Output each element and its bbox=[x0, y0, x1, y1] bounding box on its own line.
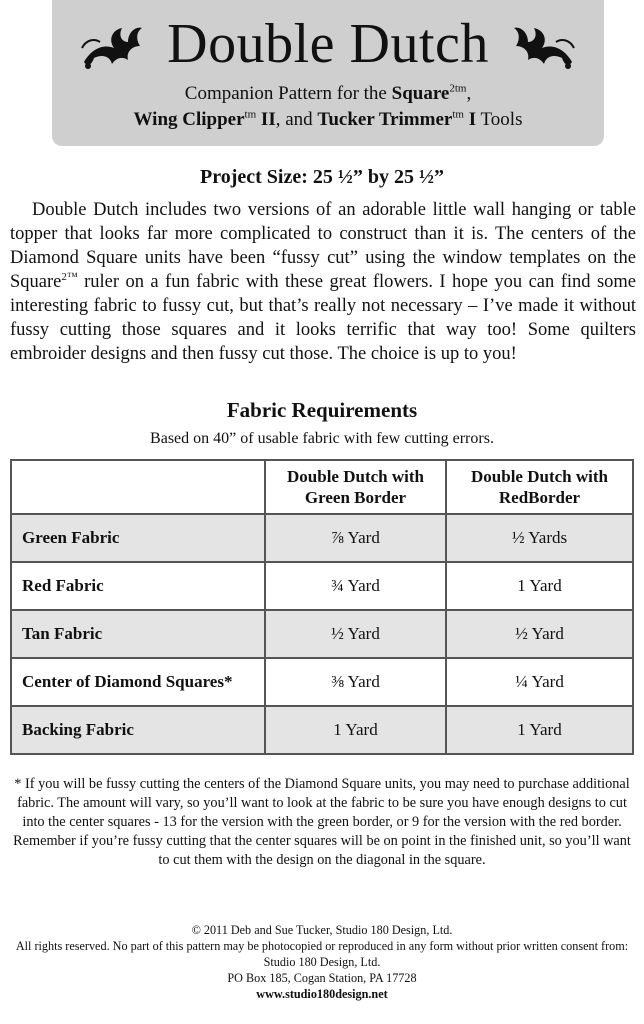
project-size: Project Size: 25 ½” by 25 ½” bbox=[199, 166, 445, 188]
table-row bbox=[11, 610, 633, 658]
rights-notice: All rights reserved. No part of this pattern may be photocopied or reproduced in any form without prior written consent from: bbox=[15, 939, 629, 953]
subtitle-joiner: , and bbox=[275, 109, 318, 130]
table-header-empty bbox=[11, 460, 265, 514]
subtitle-line-2 bbox=[52, 108, 604, 132]
fabric-requirements-table bbox=[10, 459, 634, 755]
header-red-line-2: RedBorder bbox=[498, 488, 581, 507]
red-border-value: ¼ Yard bbox=[446, 658, 633, 706]
table-header-row bbox=[11, 460, 633, 514]
row-label: Red Fabric bbox=[11, 562, 265, 610]
title-banner bbox=[52, 0, 604, 146]
green-border-value: ½ Yard bbox=[265, 610, 446, 658]
table-header-green-border bbox=[265, 460, 446, 514]
table-row bbox=[11, 658, 633, 706]
row-label: Green Fabric bbox=[11, 514, 265, 562]
copyright-line: © 2011 Deb and Sue Tucker, Studio 180 Design, Ltd. bbox=[191, 923, 453, 937]
green-border-value: 1 Yard bbox=[265, 706, 446, 754]
website-link[interactable]: www.studio180design.net bbox=[256, 987, 388, 1001]
tool-tucker-trimmer-mark: tm bbox=[452, 108, 464, 121]
green-border-value: ⅞ Yard bbox=[265, 514, 446, 562]
table-row bbox=[11, 562, 633, 610]
table-row bbox=[11, 514, 633, 562]
header-green-line-1: Double Dutch with bbox=[287, 467, 424, 486]
tool-square: Square bbox=[391, 83, 450, 104]
company-address: PO Box 185, Cogan Station, PA 17728 bbox=[227, 971, 417, 985]
header-green-line-2: Green Border bbox=[304, 488, 407, 507]
green-border-value: ¾ Yard bbox=[265, 562, 446, 610]
intro-trademark: 2™ bbox=[61, 270, 78, 283]
header-red-line-1: Double Dutch with bbox=[471, 467, 608, 486]
row-label: Tan Fabric bbox=[11, 610, 265, 658]
tool-wing-clipper: Wing Clipper bbox=[133, 109, 245, 130]
table-row bbox=[11, 706, 633, 754]
intro-text-1: Double Dutch includes two versions of an adorable little wall hanging or table topper that looks far more complicated to construct than it is. The centers of the Diamond Square units have been “fussy cut” using the window templates on the Square bbox=[10, 200, 636, 292]
row-label: Center of Diamond Squares* bbox=[11, 658, 265, 706]
subtitle-prefix: Companion Pattern for the bbox=[184, 83, 392, 104]
red-border-value: ½ Yard bbox=[446, 610, 633, 658]
tool-tucker-trimmer-suffix: I bbox=[463, 109, 477, 130]
fabric-requirements-subtitle: Based on 40” of usable fabric with few cutting errors. bbox=[150, 430, 494, 447]
tool-square-mark: 2tm bbox=[449, 82, 467, 95]
green-border-value: ⅜ Yard bbox=[265, 658, 446, 706]
company-name: Studio 180 Design, Ltd. bbox=[263, 955, 381, 969]
subtitle-comma: , bbox=[466, 83, 472, 104]
fabric-requirements-heading: Fabric Requirements bbox=[226, 398, 418, 422]
row-label: Backing Fabric bbox=[11, 706, 265, 754]
subtitle-line-1 bbox=[52, 82, 604, 106]
red-border-value: 1 Yard bbox=[446, 562, 633, 610]
tool-tucker-trimmer: Tucker Trimmer bbox=[317, 109, 453, 130]
page-title: Double Dutch bbox=[167, 13, 489, 75]
intro-text-2: ruler on a fun fabric with these great flowers. I hope you can find some interesting fabric to fussy cut, but that’s really not necessary – I’ve made it without fussy cutting those squares and it looks terrific that way too! Some quilters embroider designs and then fussy cut those. The choice is up to you! bbox=[10, 272, 636, 364]
footnote: * If you will be fussy cutting the centers of the Diamond Square units, you may need to purchase additional fabric. The amount will vary, so you’ll want to look at the fabric to be sure you have enough designs to cut into the center squares - 13 for the version with the green border, or 9 for the version with the red border. Remember if you’re fussy cutting that the center squares will be on point in the finished unit, so you’ll want to cut them with the design on the diagonal in the square. bbox=[13, 776, 631, 868]
red-border-value: ½ Yards bbox=[446, 514, 633, 562]
red-border-value: 1 Yard bbox=[446, 706, 633, 754]
tool-wing-clipper-mark: tm bbox=[244, 108, 257, 121]
footer bbox=[0, 922, 644, 1002]
table-header-red-border bbox=[446, 460, 633, 514]
intro-paragraph bbox=[10, 198, 636, 366]
tool-wing-clipper-suffix: II bbox=[256, 109, 276, 130]
subtitle-end: Tools bbox=[476, 109, 523, 130]
